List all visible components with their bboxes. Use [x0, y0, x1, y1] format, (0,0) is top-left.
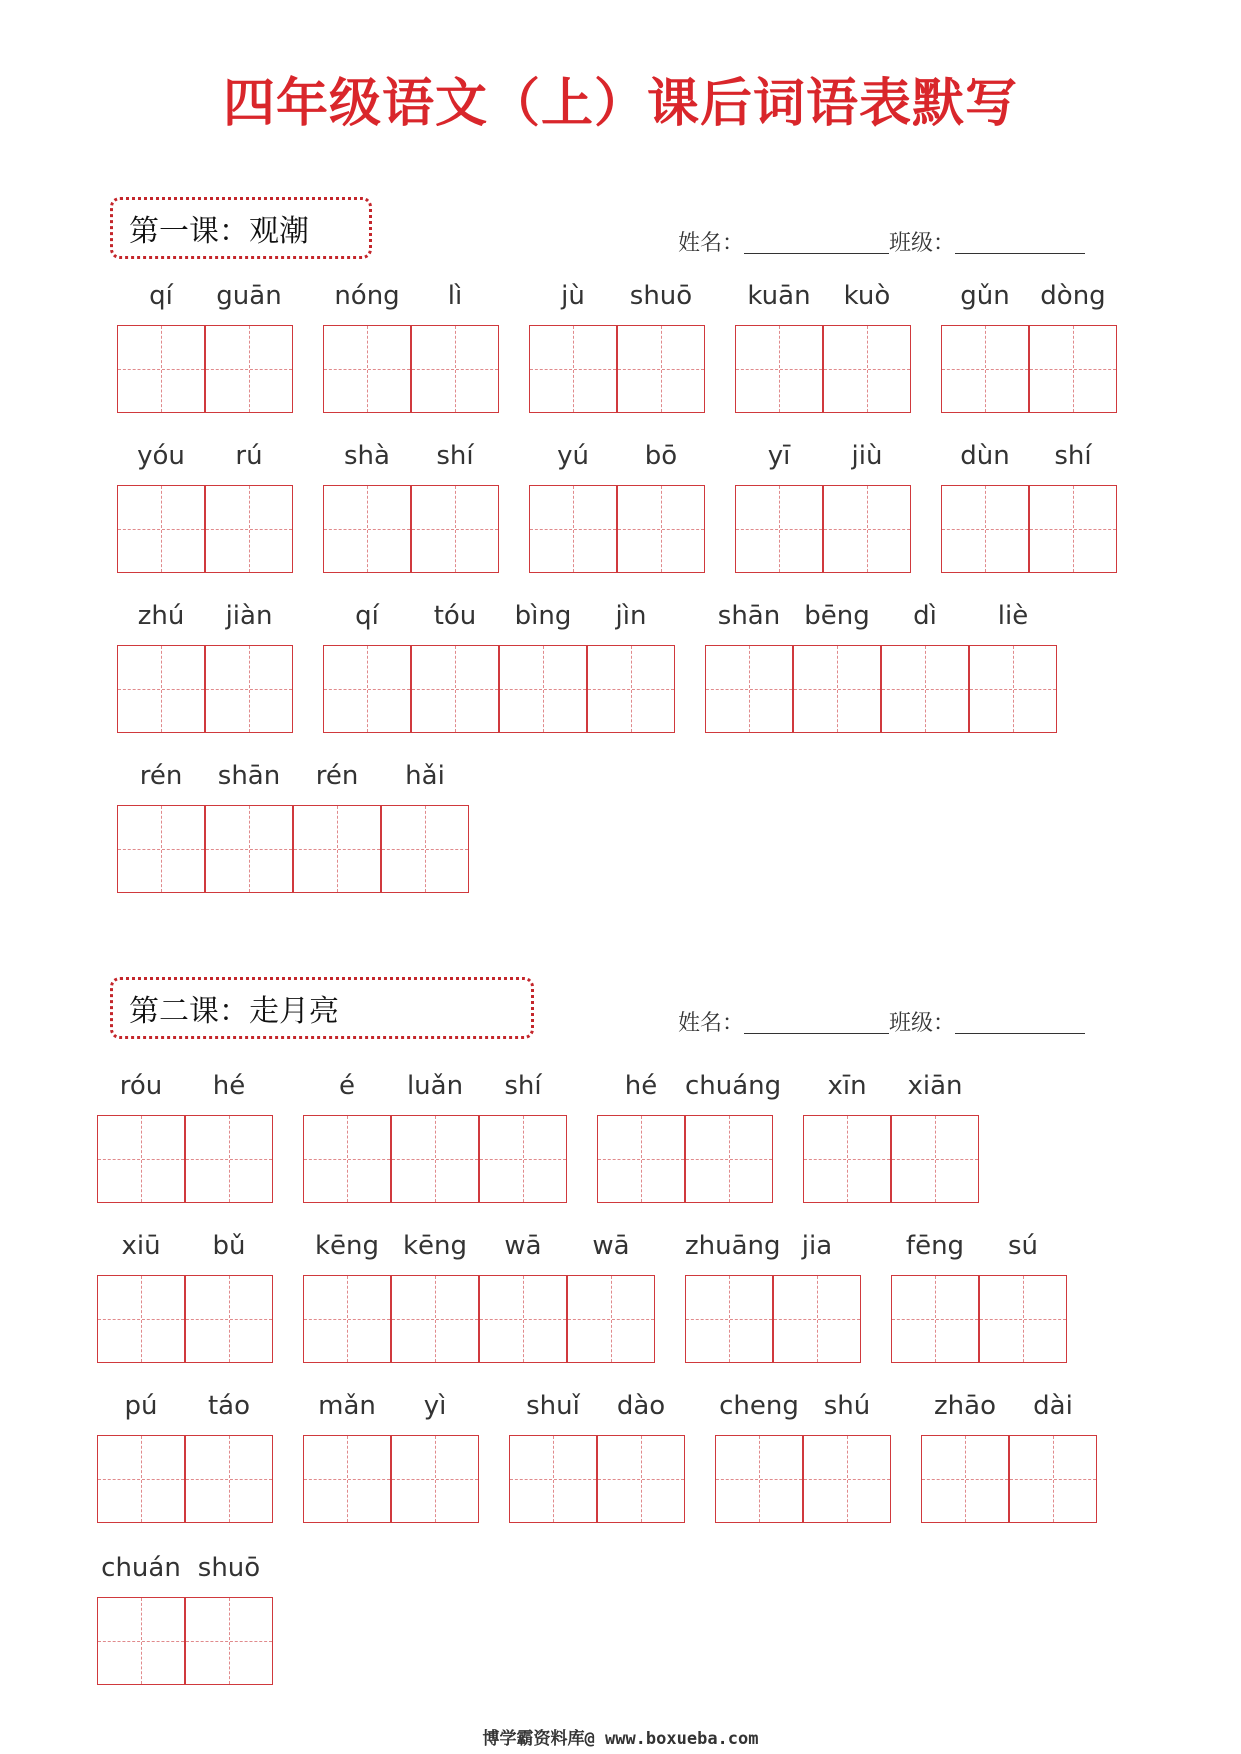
pinyin-label: hé [624, 1071, 658, 1101]
pinyin-label: luǎn [406, 1071, 464, 1101]
pinyin-label: shuō [629, 281, 693, 311]
lesson-heading [110, 197, 372, 259]
writing-grid-cell[interactable] [323, 645, 411, 733]
pinyin-label: kēng [402, 1231, 468, 1261]
pinyin-label: shān [217, 761, 281, 791]
pinyin-label: yú [557, 441, 589, 471]
writing-grid-cell[interactable] [323, 325, 411, 413]
pinyin-label: jiù [851, 441, 883, 471]
pinyin-label: dùn [960, 441, 1010, 471]
writing-grid-cell[interactable] [735, 325, 823, 413]
pinyin-label: wā [592, 1231, 630, 1261]
writing-grid-cell[interactable] [479, 1275, 567, 1363]
writing-grid-cell[interactable] [185, 1115, 273, 1203]
pinyin-label: rú [235, 441, 263, 471]
writing-grid-cell[interactable] [391, 1115, 479, 1203]
pinyin-label: mǎn [318, 1391, 376, 1421]
pinyin-label: zhú [137, 601, 185, 631]
pinyin-label: shú [823, 1391, 871, 1421]
writing-grid-cell[interactable] [117, 485, 205, 573]
pinyin-label: sú [1007, 1231, 1039, 1261]
pinyin-label: nóng [334, 281, 400, 311]
pinyin-label: shí [1054, 441, 1092, 471]
writing-grid-cell[interactable] [587, 645, 675, 733]
pinyin-label: lì [447, 281, 463, 311]
writing-grid-cell[interactable] [205, 485, 293, 573]
pinyin-label: dài [1033, 1391, 1073, 1421]
pinyin-label: fēng [905, 1231, 965, 1261]
writing-grid-cell[interactable] [773, 1275, 861, 1363]
page-title: 四年级语文（上）课后词语表默写 [222, 74, 1018, 134]
pinyin-label: yóu [137, 441, 185, 471]
pinyin-label: shà [344, 441, 390, 471]
pinyin-label: róu [119, 1071, 163, 1101]
writing-grid-cell[interactable] [411, 325, 499, 413]
pinyin-label: bìng [514, 601, 572, 631]
name-label: 姓名： [678, 231, 745, 256]
pinyin-label: táo [207, 1391, 251, 1421]
writing-grid-cell[interactable] [891, 1115, 979, 1203]
pinyin-label: jiàn [225, 601, 273, 631]
class-label: 班级： [889, 231, 956, 256]
pinyin-label: chuán [101, 1553, 181, 1583]
pinyin-label: shuō [197, 1553, 261, 1583]
pinyin-label: cheng [719, 1391, 799, 1421]
writing-grid-cell[interactable] [185, 1435, 273, 1523]
writing-grid-cell[interactable] [979, 1275, 1067, 1363]
pinyin-label: qí [355, 601, 379, 631]
writing-grid-cell[interactable] [793, 645, 881, 733]
pinyin-label: yī [767, 441, 791, 471]
name-label: 姓名： [678, 1011, 745, 1036]
pinyin-label: xiū [121, 1231, 161, 1261]
writing-grid-cell[interactable] [969, 645, 1057, 733]
writing-grid-cell[interactable] [303, 1115, 391, 1203]
writing-grid-cell[interactable] [411, 645, 499, 733]
pinyin-label: jia [801, 1231, 833, 1261]
pinyin-label: é [339, 1071, 355, 1101]
pinyin-label: jù [561, 281, 585, 311]
name-field[interactable] [744, 1033, 889, 1034]
class-label: 班级： [889, 1011, 956, 1036]
pinyin-label: shí [504, 1071, 542, 1101]
student-info-line [678, 1013, 1085, 1035]
pinyin-label: hé [212, 1071, 246, 1101]
pinyin-label: liè [997, 601, 1029, 631]
writing-grid-cell[interactable] [803, 1115, 891, 1203]
writing-grid-cell[interactable] [117, 805, 205, 893]
writing-grid-cell[interactable] [735, 485, 823, 573]
pinyin-label: kuān [747, 281, 811, 311]
writing-grid-cell[interactable] [715, 1435, 803, 1523]
writing-grid-cell[interactable] [705, 645, 793, 733]
writing-grid-cell[interactable] [823, 485, 911, 573]
pinyin-label: shuǐ [526, 1391, 580, 1421]
writing-grid-cell[interactable] [499, 645, 587, 733]
pinyin-label: wā [504, 1231, 542, 1261]
writing-grid-cell[interactable] [567, 1275, 655, 1363]
pinyin-label: xiān [907, 1071, 963, 1101]
writing-grid-cell[interactable] [597, 1435, 685, 1523]
writing-grid-cell[interactable] [685, 1275, 773, 1363]
writing-grid-cell[interactable] [1029, 485, 1117, 573]
writing-grid-cell[interactable] [891, 1275, 979, 1363]
writing-grid-cell[interactable] [617, 485, 705, 573]
pinyin-label: pú [124, 1391, 158, 1421]
pinyin-label: dào [616, 1391, 666, 1421]
writing-grid-cell[interactable] [97, 1275, 185, 1363]
pinyin-label: bǔ [212, 1231, 246, 1261]
pinyin-label: gǔn [960, 281, 1010, 311]
writing-grid-cell[interactable] [823, 325, 911, 413]
pinyin-label: chuáng [685, 1071, 782, 1101]
writing-grid-cell[interactable] [117, 645, 205, 733]
lesson-heading-label: 第一课：观潮 [129, 214, 309, 249]
lesson-heading-label: 第二课：走月亮 [129, 994, 339, 1029]
writing-grid-cell[interactable] [205, 805, 293, 893]
pinyin-label: xīn [827, 1071, 867, 1101]
writing-grid-cell[interactable] [1009, 1435, 1097, 1523]
pinyin-label: bēng [804, 601, 870, 631]
writing-grid-cell[interactable] [685, 1115, 773, 1203]
class-field[interactable] [955, 253, 1085, 254]
writing-grid-cell[interactable] [117, 325, 205, 413]
pinyin-label: rén [315, 761, 359, 791]
pinyin-label: jìn [615, 601, 647, 631]
writing-grid-cell[interactable] [391, 1435, 479, 1523]
pinyin-label: zhāo [934, 1391, 996, 1421]
class-field[interactable] [955, 1033, 1085, 1034]
writing-grid-cell[interactable] [941, 325, 1029, 413]
pinyin-label: kēng [314, 1231, 380, 1261]
student-info-line [678, 233, 1085, 255]
writing-grid-cell[interactable] [509, 1435, 597, 1523]
pinyin-label: guān [216, 281, 282, 311]
writing-grid-cell[interactable] [881, 645, 969, 733]
pinyin-label: kuò [843, 281, 891, 311]
pinyin-label: hǎi [405, 761, 445, 791]
pinyin-label: shí [436, 441, 474, 471]
writing-grid-cell[interactable] [941, 485, 1029, 573]
writing-grid-cell[interactable] [323, 485, 411, 573]
writing-grid-cell[interactable] [391, 1275, 479, 1363]
writing-grid-cell[interactable] [97, 1435, 185, 1523]
writing-grid-cell[interactable] [293, 805, 381, 893]
pinyin-label: rén [139, 761, 183, 791]
pinyin-label: dòng [1040, 281, 1106, 311]
writing-grid-cell[interactable] [97, 1115, 185, 1203]
pinyin-label: qí [149, 281, 173, 311]
pinyin-label: bō [644, 441, 678, 471]
writing-grid-cell[interactable] [97, 1597, 185, 1685]
writing-grid-cell[interactable] [529, 485, 617, 573]
pinyin-label: shān [717, 601, 781, 631]
writing-grid-cell[interactable] [1029, 325, 1117, 413]
pinyin-label: tóu [433, 601, 477, 631]
writing-grid-cell[interactable] [529, 325, 617, 413]
pinyin-label: dì [913, 601, 937, 631]
writing-grid-cell[interactable] [479, 1115, 567, 1203]
writing-grid-cell[interactable] [921, 1435, 1009, 1523]
pinyin-label: zhuāng [685, 1231, 781, 1261]
writing-grid-cell[interactable] [597, 1115, 685, 1203]
footer-watermark: 博学霸资料库@ www.boxueba.com [482, 1729, 759, 1749]
lesson-heading [110, 977, 534, 1039]
writing-grid-cell[interactable] [303, 1435, 391, 1523]
name-field[interactable] [744, 253, 889, 254]
writing-grid-cell[interactable] [803, 1435, 891, 1523]
writing-grid-cell[interactable] [185, 1597, 273, 1685]
writing-grid-cell[interactable] [617, 325, 705, 413]
writing-grid-cell[interactable] [381, 805, 469, 893]
writing-grid-cell[interactable] [411, 485, 499, 573]
writing-grid-cell[interactable] [205, 325, 293, 413]
writing-grid-cell[interactable] [185, 1275, 273, 1363]
pinyin-label: yì [423, 1391, 447, 1421]
writing-grid-cell[interactable] [205, 645, 293, 733]
writing-grid-cell[interactable] [303, 1275, 391, 1363]
